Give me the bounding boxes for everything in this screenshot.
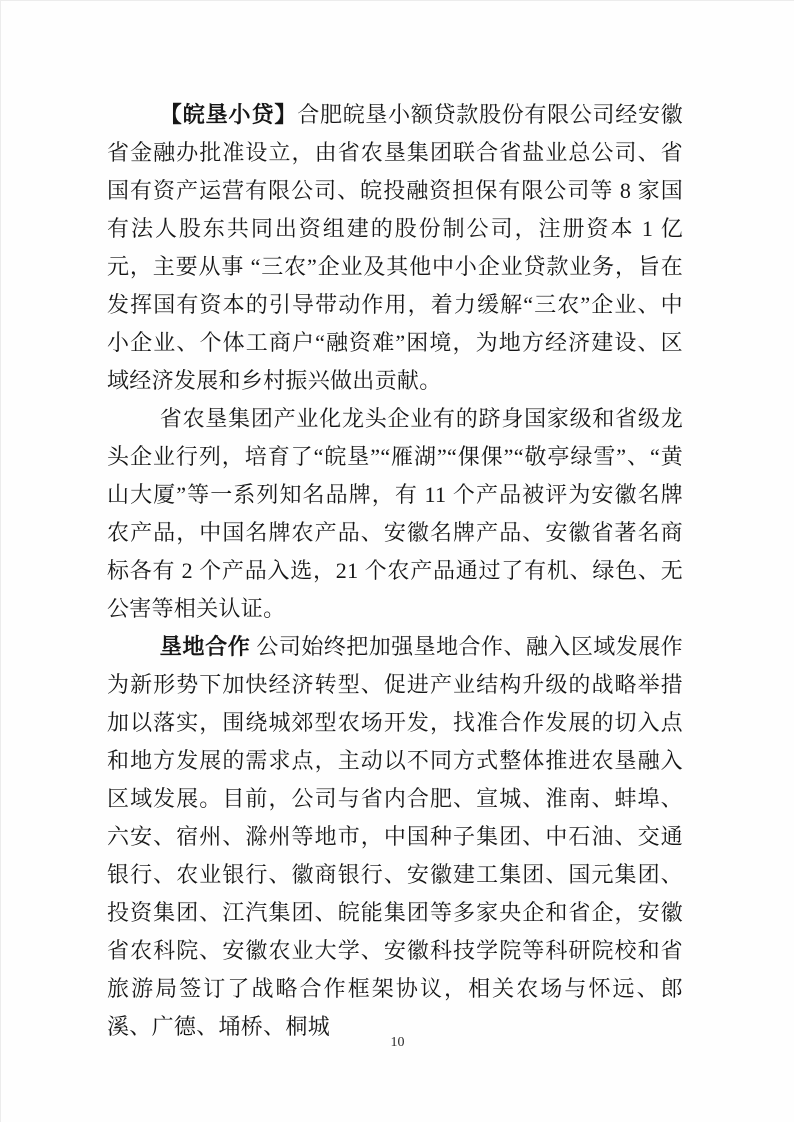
paragraph-leading-brands	[107, 400, 683, 628]
page-number: 10	[390, 1035, 405, 1050]
paragraph-wanken-microloan	[107, 96, 683, 400]
paragraph-text: 省农垦集团产业化龙头企业有的跻身国家级和省级龙头企业行列，培育了“皖垦”“雁湖”“倮倮”“敬亭绿雪”、“黄山大厦”等一系列知名品牌，有 11 个产品被评为安徽名牌农产品，中国名牌农产品、安徽名牌产品、安徽省著名商标各有 2 个产品入选，21 个农产品通过了有机、绿色、无公害等相关认证。	[107, 406, 683, 621]
paragraph-lead-bold: 【皖垦小贷】	[159, 102, 298, 127]
paragraph-text: 公司始终把加强垦地合作、融入区域发展作为新形势下加快经济转型、促进产业结构升级的战略举措加以落实，围绕城郊型农场开发，找准合作发展的切入点和地方发展的需求点，主动以不同方式整体推进农垦融入区域发展。目前，公司与省内合肥、宣城、淮南、蚌埠、六安、宿州、滁州等地市，中国种子集团、中石油、交通银行、农业银行、徽商银行、安徽建工集团、国元集团、投资集团、江汽集团、皖能集团等多家央企和省企，安徽省农科院、安徽农业大学、安徽科技学院等科研院校和省旅游局签订了战略合作框架协议，相关农场与怀远、郎溪、广德、埇桥、桐城	[107, 634, 683, 1039]
document-body	[107, 96, 683, 1046]
paragraph-reclamation-cooperation	[107, 628, 683, 1046]
paragraph-lead-bold: 垦地合作	[159, 634, 251, 659]
paragraph-text: 合肥皖垦小额贷款股份有限公司经安徽省金融办批准设立，由省农垦集团联合省盐业总公司、省国有资产运营有限公司、皖投融资担保有限公司等 8 家国有法人股东共同出资组建的股份制公司，注册资本 1 亿元，主要从事 “三农”企业及其他中小企业贷款业务，旨在发挥国有资本的引导带动作用，着力缓解“三农”企业、中小企业、个体工商户“融资难”困境，为地方经济建设、区域经济发展和乡村振兴做出贡献。	[107, 102, 683, 393]
